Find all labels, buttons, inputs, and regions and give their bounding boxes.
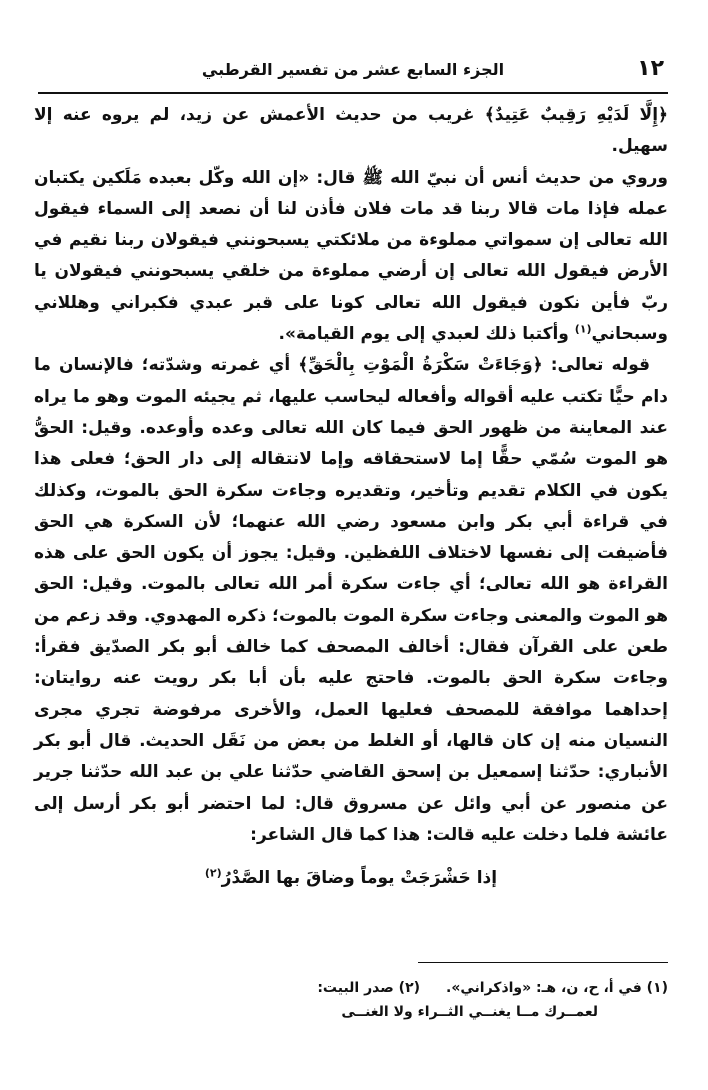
paragraph-3: قوله تعالى: ﴿وَجَاءَتْ سَكْرَةُ الْمَوْتِ بِالْحَقِّ﴾ أي غمرته وشدّته؛ فالإنسان ما دام حيًّا تكتب عليه أقواله وأفعاله ليحاسب عليها، ثم يجيئه الموت وهو ما يراه عند المعاينة من ظهور الحق فيما كان الله تعالى وعده وأوعده. وقيل: الحقُّ هو الموت سُمّي حقًّا إما لاستحقاقه وإما لانتقاله إلى دار الحق؛ فعلى هذا يكون في الكلام تقديم وتأخير، وتقديره وجاءت سكرة الحق بالموت، وكذلك في قراءة أبي بكر وابن مسعود رضي الله عنهما؛ لأن السكرة هي الحق فأضيفت إلى نفسها لاختلاف اللفظين. وقيل: يجوز أن يكون الحق على هذه القراءة هو الله تعالى؛ أي جاءت سكرة أمر الله تعالى بالموت. وقيل: الحق هو الموت والمعنى وجاءت سكرة الموت بالموت؛ ذكره المهدوي. وقد زعم من طعن على القرآن فقال: أخالف المصحف كما خالف أبو بكر الصدّيق فقرأ: وجاءت سكرة الحق بالموت. فاحتج عليه بأن أبا بكر رويت عنه روايتان: إحداهما موافقة للمصحف فعليها العمل، والأخرى مرفوضة تجري مجرى النسيان منه إن كان قالها، أو الغلط من بعض من نَقَل الحديث. قال أبو بكر الأنباري: حدّثنا إسمعيل بن إسحق القاضي حدّثنا علي بن عبد الله حدّثنا جرير عن منصور عن أبي وائل عن مسروق قال: لما احتضر أبو بكر أرسل إلى عائشة فلما دخلت عليه قالت: هذا كما قال الشاعر: — [34, 355, 668, 845]
paragraph-2-end: وأكتبا ذلك لعبدي إلى يوم القيامة». — [278, 324, 575, 345]
footnote-line — [34, 976, 668, 1000]
poetry-verse — [34, 863, 668, 894]
verse-text: إذا حَشْرَجَتْ يوماً وضاقَ بها الصَّدْرُ — [221, 868, 498, 889]
paragraph-2-text: وروي من حديث أنس أن نبيّ الله ﷺ قال: «إن الله وكّل بعبده مَلَكين يكتبان عمله فإذا مات قالا ربنا قد مات فلان فأذن لنا أن نصعد إلى السماء فيقول الله تعالى إن سمواتي مملوءة من ملائكتي يسبحونني فيقولان ربنا نقيم في الأرض فيقول الله تعالى إن أرضي مملوءة من خلقي يسبحونني فيقولان يا ربّ فأين نكون فيقول الله تعالى كونا على قبر عبدي فكبراني وهللاني وسبحاني — [34, 167, 668, 345]
main-text — [34, 100, 668, 894]
page-header — [38, 52, 668, 92]
footnote-rule — [418, 962, 668, 963]
footnote-ref-1: (١) — [574, 322, 592, 336]
footnote-1: (١) في أ، ح، ن، هـ: «واذكراني». — [446, 980, 668, 996]
footnotes — [34, 976, 668, 1024]
paragraph-1: ﴿إِلَّا لَدَيْهِ رَقِيبٌ عَتِيدٌ﴾ غريب من حديث الأعمش عن زيد، لم يروه عنه إلا سهيل. — [34, 105, 668, 157]
header-rule — [38, 92, 668, 94]
paragraph-2 — [34, 163, 668, 351]
footnote-2: (٢) صدر البيت: — [317, 980, 421, 996]
running-title: الجزء السابع عشر من تفسير القرطبي — [201, 60, 505, 79]
footnote-2-verse: لعمــرك مــا يغنــي الثــراء ولا الغنــى — [341, 1004, 598, 1020]
footnote-ref-2: (٢) — [204, 866, 222, 880]
page-number: ١٢ — [637, 56, 664, 81]
